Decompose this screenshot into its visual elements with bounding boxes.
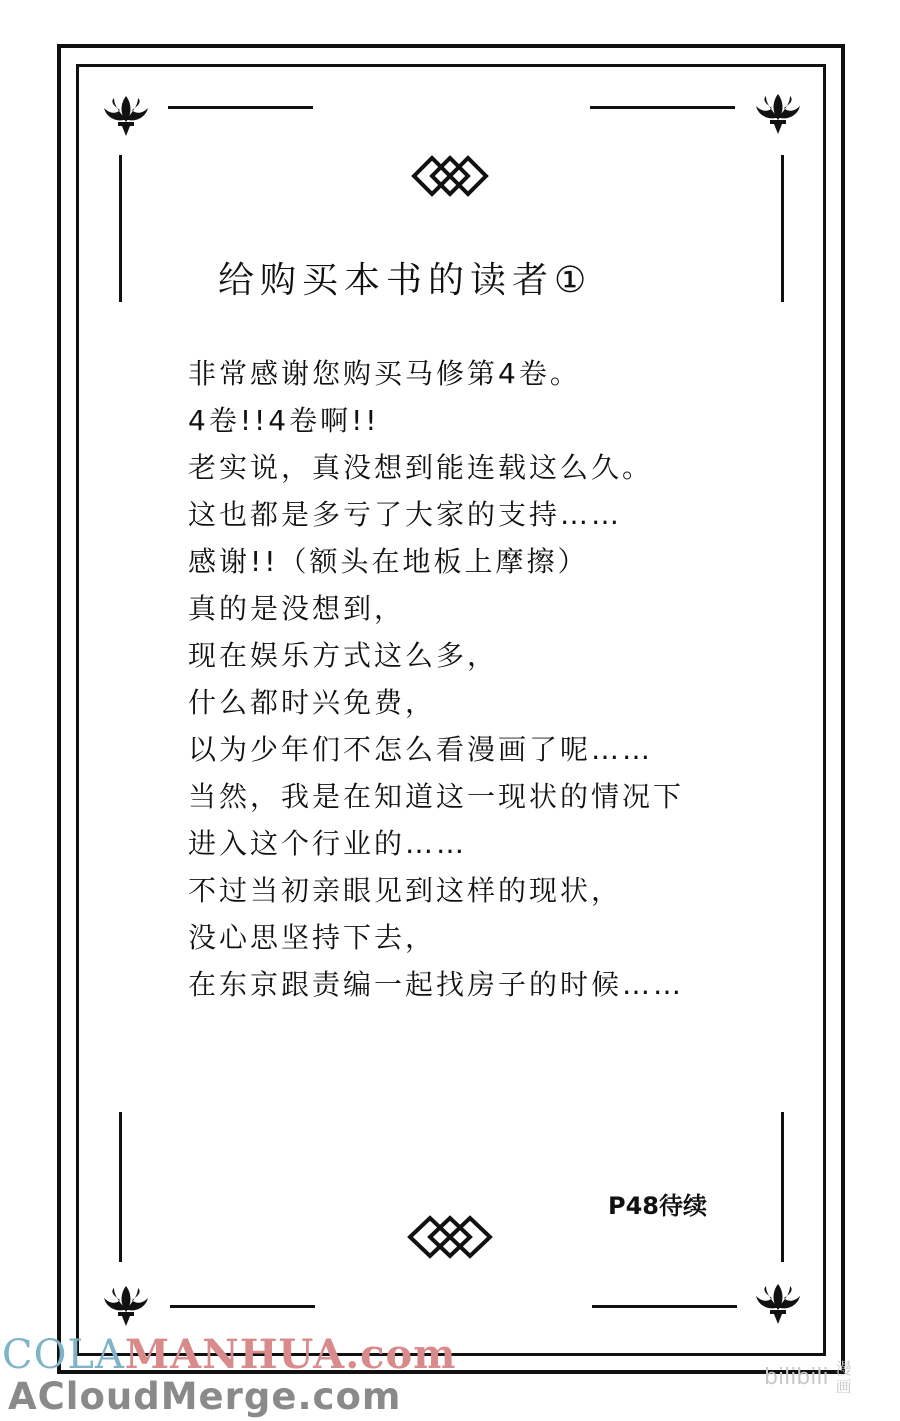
left-lower-rule [119, 1112, 122, 1262]
fleur-de-lis-icon [100, 92, 152, 138]
fleur-de-lis-icon [752, 1280, 804, 1326]
message-line: 老实说，真没想到能连载这么久。 [188, 451, 654, 484]
right-upper-rule [781, 155, 784, 302]
watermark-colamanhua [2, 1331, 457, 1378]
message-line: 当然，我是在知道这一现状的情况下 [188, 780, 685, 813]
message-line: 在东京跟责编一起找房子的时候…… [188, 968, 685, 1001]
continued-note: P48待续 [608, 1192, 707, 1220]
watermark-bilibili [764, 1360, 852, 1396]
watermark-manhua: MANHUA.com [124, 1331, 457, 1378]
message-line: 以为少年们不怎么看漫画了呢…… [188, 733, 654, 766]
message-line: 非常感谢您购买马修第4卷。 [188, 357, 581, 390]
left-upper-rule [119, 155, 122, 302]
watermark-cn-2: 画 [835, 1377, 852, 1396]
message-body [188, 350, 684, 1008]
page-title: 给购买本书的读者① [218, 260, 593, 301]
message-line: 4卷!!4卷啊!! [188, 404, 380, 437]
message-line: 不过当初亲眼见到这样的现状， [188, 874, 623, 907]
watermark-bilibili-text: bilibili [764, 1365, 829, 1390]
fleur-de-lis-icon [100, 1282, 152, 1328]
watermark-cola: COLA [2, 1332, 125, 1378]
message-line: 现在娱乐方式这么多， [188, 639, 499, 672]
watermark-cn-1: 漫 [835, 1359, 852, 1378]
message-line: 什么都时兴免费， [188, 686, 437, 719]
bottom-left-rule [170, 1305, 315, 1308]
interlocking-diamonds-icon [410, 154, 490, 198]
message-line: 感谢!!（额头在地板上摩擦） [188, 545, 589, 578]
message-line: 真的是没想到， [188, 592, 406, 625]
fleur-de-lis-icon [752, 90, 804, 136]
top-left-rule [168, 106, 313, 109]
right-lower-rule [781, 1112, 784, 1262]
watermark-acloudmerge: ACloudMerge.com [8, 1375, 402, 1418]
interlocking-diamonds-icon [406, 1214, 494, 1260]
bottom-right-rule [592, 1305, 737, 1308]
message-line: 这也都是多亏了大家的支持…… [188, 498, 623, 531]
top-right-rule [590, 106, 735, 109]
message-line: 没心思坚持下去， [188, 921, 437, 954]
message-line: 进入这个行业的…… [188, 827, 468, 860]
